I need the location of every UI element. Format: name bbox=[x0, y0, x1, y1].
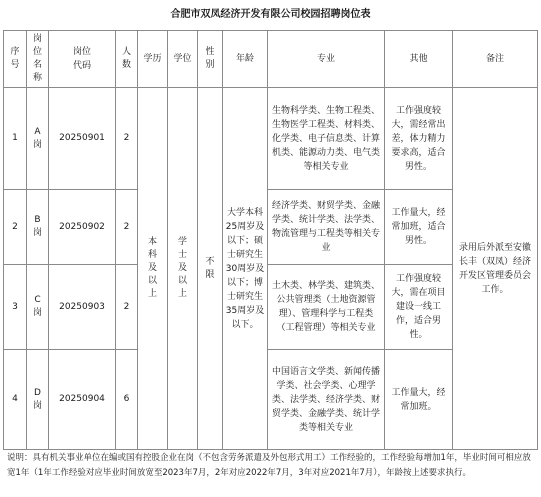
cell-gender: 不限 bbox=[198, 88, 223, 450]
header-post-code: 岗位代码 bbox=[49, 31, 116, 88]
header-other: 其他 bbox=[385, 31, 453, 88]
header-remark: 备注 bbox=[453, 31, 538, 88]
cell-degree: 学士及以上 bbox=[168, 88, 198, 450]
cell-code: 20250903 bbox=[49, 265, 116, 350]
cell-code: 20250901 bbox=[49, 88, 116, 190]
header-major: 专业 bbox=[268, 31, 385, 88]
header-row bbox=[4, 31, 538, 88]
header-post-name: 岗位名称 bbox=[27, 31, 49, 88]
cell-major: 中国语言文学类、新闻传播学类、社会学类、心理学类、法学类、经济学类、财贸学类、金融学类、统计学类等相关专业 bbox=[268, 350, 385, 450]
cell-other: 工作量大，经常加班，适合男性。 bbox=[385, 190, 453, 265]
cell-post: C岗 bbox=[27, 265, 49, 350]
cell-education: 本科及以上 bbox=[138, 88, 168, 450]
cell-count: 2 bbox=[116, 88, 138, 190]
cell-count: 2 bbox=[116, 190, 138, 265]
header-education: 学历 bbox=[138, 31, 168, 88]
cell-count: 2 bbox=[116, 265, 138, 350]
cell-other: 工作强度较大，需经常出差，体力精力要求高，适合男性。 bbox=[385, 88, 453, 190]
cell-post: B岗 bbox=[27, 190, 49, 265]
cell-remark: 录用后外派至安徽长丰（双凤）经济开发区管理委员会工作。 bbox=[453, 88, 538, 450]
cell-major: 经济学类、财贸学类、金融学类、统计学类、法学类、物流管理与工程类等相关专业 bbox=[268, 190, 385, 265]
cell-post: A岗 bbox=[27, 88, 49, 190]
cell-other: 工作量大，经常加班。 bbox=[385, 350, 453, 450]
header-gender: 性别 bbox=[198, 31, 223, 88]
table-row bbox=[4, 88, 538, 190]
header-age: 年龄 bbox=[223, 31, 268, 88]
cell-other: 工作强度较大，需在项目建设一线工作，适合男性。 bbox=[385, 265, 453, 350]
header-count: 人数 bbox=[116, 31, 138, 88]
page-title: 合肥市双凤经济开发有限公司校园招聘岗位表 bbox=[170, 9, 371, 20]
cell-major: 土木类、林学类、建筑类、公共管理类（土地资源管理）、管理科学与工程类（工程管理）等相关专业 bbox=[268, 265, 385, 350]
cell-seq: 1 bbox=[4, 88, 27, 190]
footnote: 说明：具有机关事业单位在编或国有控股企业在岗（不包含劳务派遣及外包形式用工）工作经验的，工作经验每增加1年，毕业时间可相应放宽1年（1年工作经验对应毕业时间放宽至2023年7月，2年对应2022年7月，3年对应2021年7月），年龄按上述要求执行。 bbox=[7, 453, 531, 478]
cell-age: 大学本科25周岁及以下；硕士研究生30周岁及以下；博士研究生35周岁及以下。 bbox=[223, 88, 268, 450]
recruitment-table bbox=[3, 30, 538, 450]
cell-seq: 3 bbox=[4, 265, 27, 350]
cell-post: D岗 bbox=[27, 350, 49, 450]
cell-major: 生物科学类、生物工程类、生物医学工程类、材料类、化学类、电子信息类、计算机类、能源动力类、电气类等相关专业 bbox=[268, 88, 385, 190]
cell-seq: 2 bbox=[4, 190, 27, 265]
header-degree: 学位 bbox=[168, 31, 198, 88]
cell-count: 6 bbox=[116, 350, 138, 450]
cell-code: 20250902 bbox=[49, 190, 116, 265]
cell-code: 20250904 bbox=[49, 350, 116, 450]
header-seq: 序号 bbox=[4, 31, 27, 88]
cell-seq: 4 bbox=[4, 350, 27, 450]
